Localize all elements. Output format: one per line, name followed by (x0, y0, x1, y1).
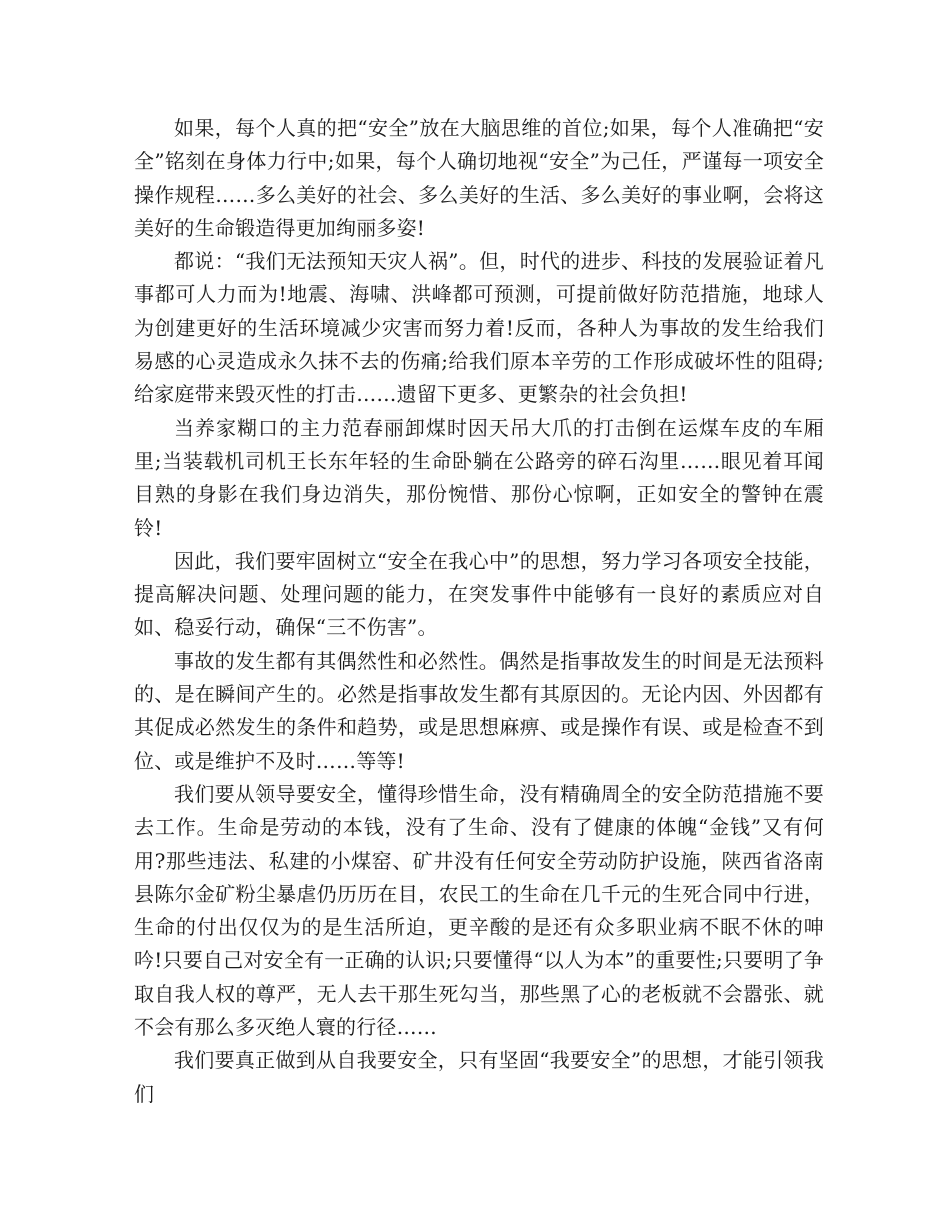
document-body (134, 112, 824, 1111)
paragraph: 当养家糊口的主力范春丽卸煤时因天吊大爪的打击倒在运煤车皮的车厢里;当装载机司机王长东年轻的生命卧躺在公路旁的碎石沟里……眼见着耳闻目熟的身影在我们身边消失，那份惋惜、那份心惊啊，正如安全的警钟在震铃! (134, 415, 824, 540)
paragraph: 如果，每个人真的把“安全”放在大脑思维的首位;如果，每个人准确把“安全”铭刻在身体力行中;如果，每个人确切地视“安全”为己任，严谨每一项安全操作规程……多么美好的社会、多么美好的生活、多么美好的事业啊，会将这美好的生命锻造得更加绚丽多姿! (134, 116, 824, 240)
paragraph: 我们要真正做到从自我要安全，只有坚固“我要安全”的思想，才能引领我们 (134, 1048, 824, 1106)
paragraph: 我们要从领导要安全，懂得珍惜生命，没有精确周全的安全防范措施不要去工作。生命是劳动的本钱，没有了生命、没有了健康的体魄“金钱”又有何用?那些违法、私建的小煤窑、矿井没有任何安全劳动防护设施，陕西省洛南县陈尔金矿粉尘暴虐仍历历在目，农民工的生命在几千元的生死合同中行进，生命的付出仅仅为的是生活所迫，更辛酸的是还有众多职业病不眠不休的呻吟!只要自己对安全有一正确的认识;只要懂得“以人为本”的重要性;只要明了争取自我人权的尊严，无人去干那生死勾当，那些黑了心的老板就不会嚣张、就不会有那么多灭绝人寰的行径…… (134, 781, 824, 1040)
paragraph: 因此，我们要牢固树立“安全在我心中”的思想，努力学习各项安全技能，提高解决问题、处理问题的能力，在突发事件中能够有一良好的素质应对自如、稳妥行动，确保“三不伤害”。 (134, 548, 824, 640)
paragraph: 都说：“我们无法预知天灾人祸”。但，时代的进步、科技的发展验证着凡事都可人力而为!地震、海啸、洪峰都可预测，可提前做好防范措施，地球人为创建更好的生活环境减少灾害而努力着!反而，各种人为事故的发生给我们易感的心灵造成永久抹不去的伤痛;给我们原本辛劳的工作形成破坏性的阻碍;给家庭带来毁灭性的打击……遗留下更多、更繁杂的社会负担! (134, 249, 824, 407)
paragraph: 事故的发生都有其偶然性和必然性。偶然是指事故发生的时间是无法预料的、是在瞬间产生的。必然是指事故发生都有其原因的。无论内因、外因都有其促成必然发生的条件和趋势，或是思想麻痹、或是操作有误、或是检查不到位、或是维护不及时……等等! (134, 648, 824, 773)
